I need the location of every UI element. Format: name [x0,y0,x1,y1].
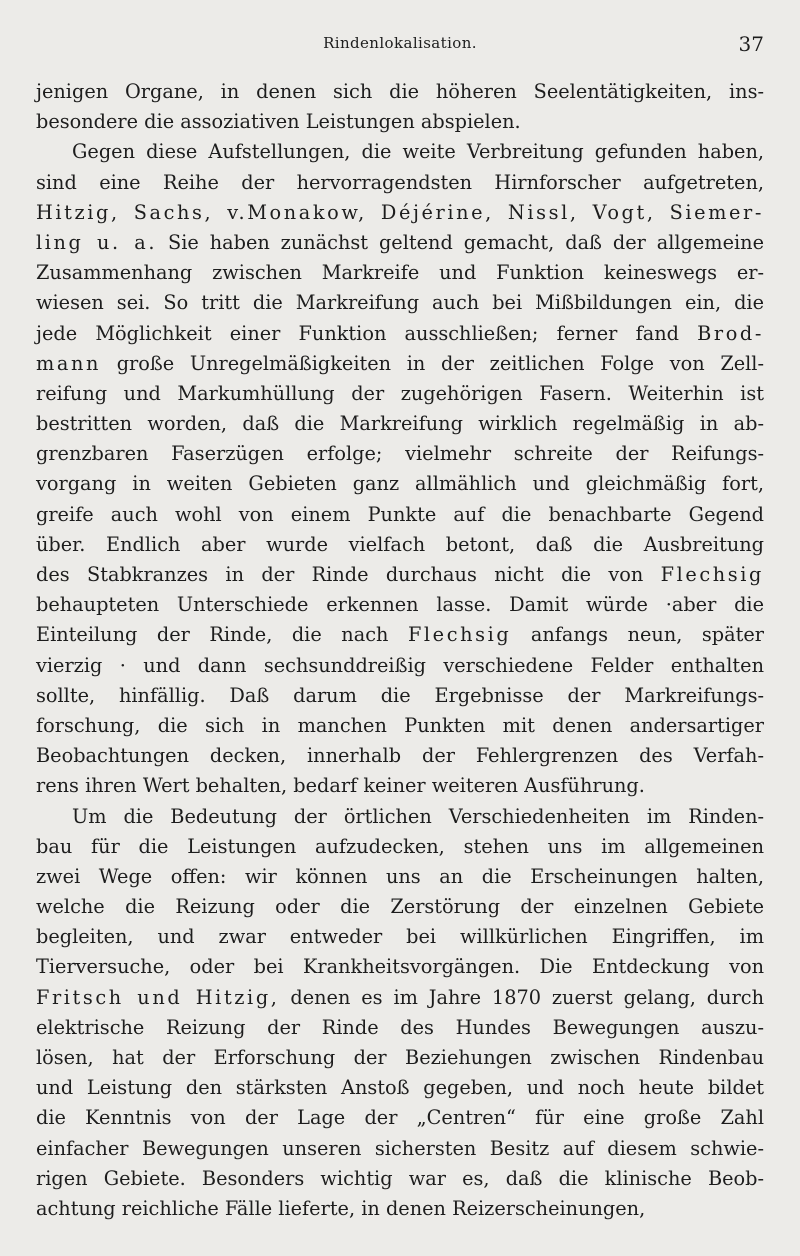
text-run: Beobachtungen decken, innerhalb der Fehlergrenzen des Verfah- [36,744,764,768]
text-run: anfangs neun, später [511,623,764,647]
text-run: die Kenntnis von der Lage der „Centren“ für eine große Zahl [36,1106,764,1130]
text-line [36,1013,764,1043]
text-run: des Stabkranzes in der Rinde durchaus nicht die von [36,563,661,586]
text-line [36,288,764,318]
text-run: achtung reichliche Fälle lieferte, in denen Reizerscheinungen, [36,1196,646,1220]
text-run: zwei Wege offen: wir können uns an die Erscheinungen halten, [36,864,764,888]
spaced-name: Flechsig [407,623,512,647]
text-line [36,198,764,228]
text-line [36,1103,764,1133]
text-line [36,1043,764,1073]
text-run: grenzbaren Faserzügen erfolge; vielmehr schreite der Reifungs- [36,442,764,466]
text-run: besondere die assoziativen Leistungen abspielen. [36,110,521,134]
text-line [36,379,764,409]
text-run: behaupteten Unterschiede erkennen lasse. Damit würde ·aber die [36,593,764,617]
text-run: rens ihren Wert behalten, bedarf keiner weiteren Ausführung. [36,774,645,798]
text-run: reifung und Markumhüllung der zugehörigen Fasern. Weiterhin ist [36,381,764,405]
text-run: welche die Reizung oder die Zerstörung der einzelnen Gebiete [36,895,764,919]
text-line [36,439,764,469]
text-run: große Unregelmäßigkeiten in der zeitlichen Folge von Zell- [101,351,764,375]
text-run: forschung, die sich in manchen Punkten mit denen andersartiger [36,713,764,737]
text-line [36,77,764,107]
text-line [36,168,764,198]
spaced-name: mann [36,351,102,375]
text-run: bau für die Leistungen aufzudecken, stehen uns im allgemeinen [36,834,764,858]
text-line [36,741,764,771]
text-line [36,1164,764,1194]
text-line [36,832,764,862]
text-line [36,137,764,167]
text-line [36,1134,764,1164]
paragraph [36,77,764,137]
text-line [36,107,764,137]
text-line [36,651,764,681]
text-run: Einteilung der Rinde, die nach [36,623,408,647]
text-line [36,1073,764,1103]
text-line [36,349,764,379]
text-line [36,711,764,741]
text-run: bestritten worden, daß die Markreifung wirklich regelmäßig in ab- [36,412,764,436]
text-run: über. Endlich aber wurde vielfach betont, daß die Ausbreitung [36,532,764,556]
spaced-name: Hitzig, Sachs, v.Monakow, Déjérine, Nissl, Vogt, Siemer- [36,200,764,224]
running-head [0,32,800,56]
paragraph [36,802,764,1225]
text-line [36,983,764,1013]
text-line [36,1194,764,1224]
running-title: Rindenlokalisation. [323,34,477,52]
text-run: sind eine Reihe der hervorragendsten Hirnforscher aufgetreten, [36,170,764,194]
text-line [36,560,764,590]
text-line [36,530,764,560]
text-run: Gegen diese Aufstellungen, die weite Verbreitung gefunden haben, [72,140,764,164]
text-run: elektrische Reizung der Rinde des Hundes Bewegungen auszu- [36,1015,764,1039]
text-run: lösen, hat der Erforschung der Beziehungen zwischen Rindenbau [36,1046,764,1069]
text-run: vierzig · und dann sechsunddreißig verschiedene Felder enthalten [36,653,764,677]
text-line [36,228,764,258]
text-run: greife auch wohl von einem Punkte auf die benachbarte Gegend [36,502,764,526]
text-line [36,892,764,922]
text-run: begleiten, und zwar entweder bei willkürlichen Eingriffen, im [36,925,764,949]
text-line [36,319,764,349]
spaced-name: Fritsch und Hitzig, [36,985,280,1009]
text-run: Um die Bedeutung der örtlichen Verschiedenheiten im Rinden- [72,804,764,828]
text-run: einfacher Bewegungen unseren sichersten Besitz auf diesem schwie- [36,1136,764,1160]
text-run: rigen Gebiete. Besonders wichtig war es, daß die klinische Beob- [36,1166,764,1190]
text-run: jede Möglichkeit einer Funktion ausschließen; ferner fand [36,321,698,345]
text-run: sollte, hinfällig. Daß darum die Ergebnisse der Markreifungs- [36,683,764,707]
text-line [36,862,764,892]
text-run: Sie haben zunächst geltend gemacht, daß der allgemeine [157,230,764,254]
text-line [36,620,764,650]
body-text [36,77,764,1224]
text-run: vorgang in weiten Gebieten ganz allmählich und gleichmäßig fort, [36,472,764,496]
text-line [36,590,764,620]
text-line [36,469,764,499]
text-run: wiesen sei. So tritt die Markreifung auch bei Mißbildungen ein, die [36,291,764,315]
text-line [36,771,764,801]
paragraph [36,137,764,801]
spaced-name: Flechsig [660,563,764,586]
spaced-name: Brod- [697,321,764,345]
text-line [36,681,764,711]
page-number: 37 [738,32,764,56]
spaced-name: ling u. a. [36,230,158,254]
text-run: und Leistung den stärksten Anstoß gegeben, und noch heute bildet [36,1076,764,1100]
text-line [36,952,764,982]
text-line [36,409,764,439]
text-run: denen es im Jahre 1870 zuerst gelang, durch [279,985,764,1009]
text-line [36,258,764,288]
text-line [36,500,764,530]
text-line [36,802,764,832]
text-line [36,922,764,952]
text-run: Zusammenhang zwischen Markreife und Funktion keineswegs er- [36,261,764,285]
text-run: jenigen Organe, in denen sich die höheren Seelentätigkeiten, ins- [36,80,764,103]
text-run: Tierversuche, oder bei Krankheitsvorgängen. Die Entdeckung von [36,955,764,979]
